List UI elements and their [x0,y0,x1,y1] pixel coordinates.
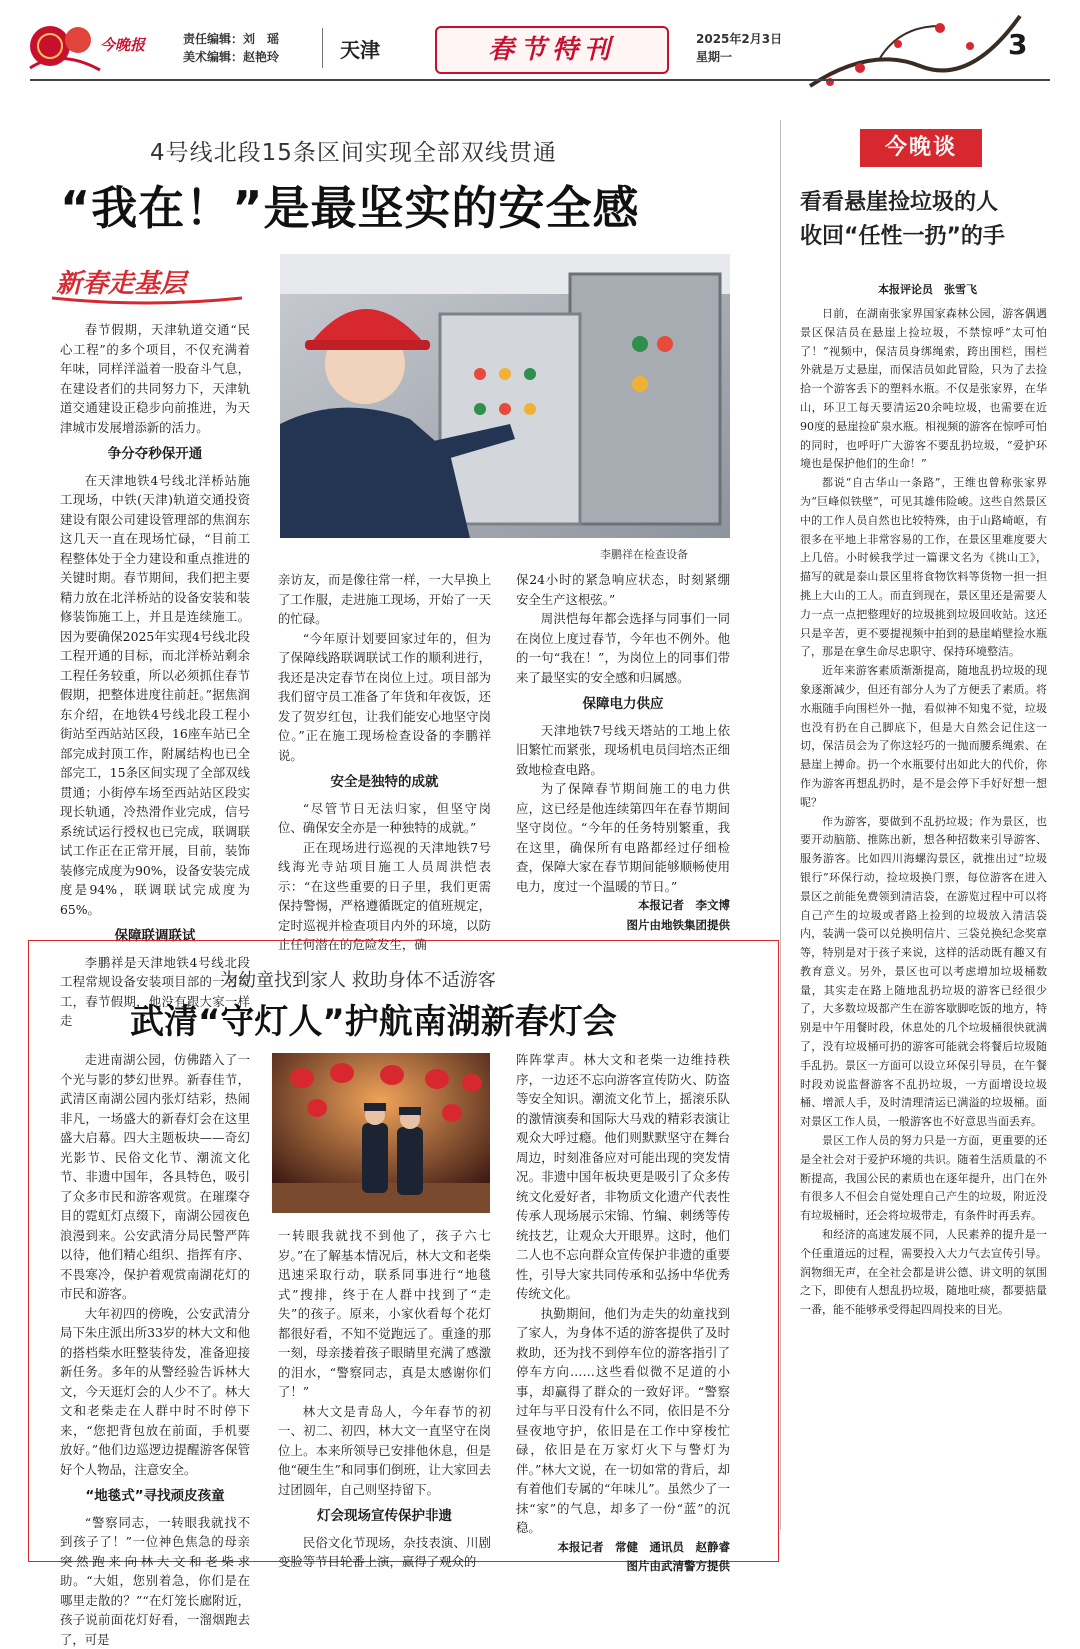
section-heading: 保障联调联试 [60,927,250,947]
worker-photo-illustration [280,254,730,538]
commentary-paragraph: 日前，在湖南张家界国家森林公园，游客偶遇景区保洁员在悬崖上捡垃圾，不禁惊呼“太可怕了！”视频中，保洁员身绑绳索，跨出围栏，围栏外就是万丈悬崖，而保洁员如此冒险，只为了去捡拾一个游客丢下的塑料水瓶。不仅是张家界，在华山，环卫工每天要清运20余吨垃圾，也需要在近90度的悬崖捡矿泉水瓶。相视频的游客在惊呼可怕的同时，也呼吁广大游客不要乱扔垃圾，“爱护环境也是保护他们的生命！” [800,305,1047,474]
section-heading: 争分夺秒保开通 [60,445,250,465]
box-story-column-3 [516,1050,730,1577]
box-subhead: 为幼童找到家人 救助身体不适游客 [220,966,496,992]
box-headline: 武清“守灯人”护航南湖新春灯会 [130,994,617,1043]
commentary-headline-line2: 收回“任性一扔”的手 [800,220,1055,254]
commentary-paragraph: 和经济的高速发展不同，人民素养的提升是一个任重道远的过程，需要投入大力气去宣传引导。润物细无声，在全社会都是讲公德、讲文明的氛围之下，即使有人想乱扔垃圾，随地吐痰，都要掂量一番，能不能够承受得起四周投来的目光。 [800,1226,1047,1320]
commentary-tag: 今晚谈 [860,129,982,167]
paragraph: 在天津地铁4号线北洋桥站施工现场，中铁(天津)轨道交通投资建设有限公司建设管理部的焦润东这几天一直在现场忙碌，“目前工程整体处于全力建设和重点推进的关键时期。春节期间，我们把主要精力放在北洋桥站的设备安装和装修装饰施工上，并且是连续施工。因为要确保2025年实现4号线北段工程开通的目标，而北洋桥站剩余工程任务较重，所以必须抓住春节假期，把整体进度往前赶。”据焦润东介绍，在地铁4号线北段工程小街站至西站站区段，16座车站已全部完成封顶工作，附属结构也已全部完工，15条区间实现了全部双线贯通；小街停车场至西站站区段实现长轨通，冷热滑作业完成，信号系统试运行授权也已完成，联调联试工作正在正常开展，目前，装饰装修完成度为90%，设备安装完成度是94%，联调联试完成度为65%。 [60,471,250,920]
newspaper-logo: 今晚报 [100,34,145,55]
section-heading: 灯会现场宣传保护非遗 [278,1507,491,1527]
main-subhead: 4号线北段15条区间实现全部双线贯通 [150,134,557,167]
section-heading: 保障电力供应 [516,695,730,715]
photo-police-at-lantern-fair [272,1053,490,1213]
paragraph: 大年初四的傍晚，公安武清分局下朱庄派出所33岁的林大文和他的搭档柴水旺整装待发，准备迎接新任务。多年的从警经验告诉林大文，今天逛灯会的人少不了。林大文和老柴走在人群中时不时停下来，“您把背包放在前面，手机要放好。”他们边巡逻边提醒游客保管好个人物品，注意安全。 [60,1304,250,1480]
commentary-body [800,305,1047,1320]
credit-line: 图片由地铁集团提供 [516,916,730,936]
paragraph: 春节假期，天津轨道交通“民心工程”的多个项目，不仅充满着年味，同样洋溢着一股奋斗气息，在建设者们的共同努力下，天津轨道交通建设正稳步向前推进，为天津城市发展增添新的活力。 [60,320,250,437]
masthead-rule [30,79,1050,81]
plum-blossom-icon [800,6,1030,101]
page-number: 3 [1008,28,1027,61]
paragraph: “尽管节日无法归家，但坚守岗位、确保安全亦是一种独特的成就。” [278,799,491,838]
commentary-paragraph: 作为游客，要做到不乱扔垃圾；作为景区，也要开动脑筋、推陈出新，想各种招数来引导游客、服务游客。比如四川海螺沟景区，就推出过“垃圾银行”环保行动，捡垃圾换门票，每位游客在进入景区之前能免费领到清洁袋，在游览过程中可以将自己产生的垃圾或者路上捡到的垃圾放入清洁袋内，装满一袋可以兑换明信片、三袋兑换纪念奖章等，特别是对于孩子来说，这样的活动既有趣又有教育意义。另外，景区也可以考虑增加垃圾桶数量，其实走在路上随地乱扔垃圾的游客已经很少了，大多数垃圾都产生在游客歇脚吃饭的地方，特别是中午用餐时段，休息处的几个垃圾桶很快就满了，没有垃圾桶可扔的游客可能就会将餐后垃圾随手乱扔。景区一方面可以设立环保引导员，在午餐时段劝说监督游客不乱扔垃圾，一方面增设垃圾桶、增派人手，及时清理清运已满溢的垃圾桶。面对景区工作人员，一般游客也不好意思当面丢弃。 [800,813,1047,1133]
commentary-paragraph: 景区工作人员的努力只是一方面，更重要的还是全社会对于爱护环境的共识。随着生活质量的不断提高，我国公民的素质也在逐年提升，出门在外有很多人不但会自觉处理自己产生的垃圾，附近没有垃圾桶时，还会将垃圾带走，有条件时再丢弃。 [800,1132,1047,1226]
column-divider [780,120,781,1530]
editors-block [183,30,279,66]
paragraph: 为了保障春节期间施工的电力供应，这已经是他连续第四年在春节期间坚守岗位。“今年的任务特别繁重，我在这里，确保所有电路都经过仔细检查，保障大家在春节期间能够顺畅使用电力，度过一个温暖的节日。” [516,779,730,896]
commentary-paragraph: 近年来游客素质渐渐提高，随地乱扔垃圾的现象逐渐减少，但还有部分人为了方便丢了素质。将水瓶随手向围栏外一抛，看似神不知鬼不觉，垃圾也没有扔在自己脚底下，但是大自然会记住这一切，保洁员会为了你这轻巧的一抛而腰系绳索、在悬崖上搏命。扔一个水瓶要付出如此大的代价，你作为游客再想乱扔时，是不是会停下手好好想一想呢？ [800,662,1047,812]
paragraph: 正在现场进行巡视的天津地铁7号线海光寺站项目施工人员周洪恺表示：“在这些重要的日子里，我们更需保持警惕，严格遵循既定的值班规定，定时巡视并检查项目内外的环境，以防止任何潜在的危险发生，确 [278,838,491,955]
column-logo-graphic [52,262,242,308]
commentary-paragraph: 都说“自古华山一条路”，王维也曾称张家界为“巨峰似铁壁”，可见其雄伟险峻。这些自然景区中的工作人员自然也比较特殊，由于山路崎岖，有很多在平地上非常容易的工作，在景区里难度要大上几倍。小时候我学过一篇课文名为《挑山工》，描写的就是泰山景区里将食物饮料等货物一担一担挑上大山的工人。而直到现在，景区里还是需要人力一点一点把整理好的垃圾挑到垃圾回收站。这还只是辛苦，更不要提视频中拍到的悬崖峭壁捡水瓶了，那是在拿生命尽忠职守、保持环境整洁。 [800,474,1047,662]
lantern-fair-photo-illustration [272,1053,490,1213]
paragraph-continued: 阵阵掌声。林大文和老柴一边维持秩序，一边还不忘向游客宣传防火、防盗等安全知识。潮流文化节上，摇滚乐队的激情演奏和国际大马戏的精彩表演让观众大呼过瘾。他们则默默坚守在舞台周边，时刻准备应对可能出现的突发情况。非遗中国年板块更是吸引了众多传统文化爱好者，非物质文化遗产代表性传承人现场展示宋锦、竹编、刺绣等传统技艺，让观众大开眼界。这时，他们二人也不忘向群众宣传保护非遗的重要性，引导大家共同传承和弘扬中华优秀传统文化。 [516,1050,730,1304]
credit-line: 图片由武清警方提供 [516,1557,730,1577]
main-story-column-1 [60,320,250,1031]
city-label: 天津 [340,34,380,63]
credit-line: 本报记者 李文博 [516,896,730,916]
paragraph: “警察同志，一转眼我就找不到孩子了！”一位神色焦急的母亲突然跑来向林大文和老柴求助。“大姐，您别着急，你们是在哪里走散的？”“在灯笼长廊附近，孩子说前面花灯好看，一溜烟跑去了，可是 [60,1513,250,1649]
box-story-column-2 [278,1226,491,1572]
section-heading: “地毯式”寻找顽皮孩童 [60,1487,250,1507]
paragraph: 天津地铁7号线天塔站的工地上依旧繁忙而紧张，现场机电员闫培杰正细致地检查电路。 [516,721,730,780]
issue-date [696,30,782,66]
commentary-headline [800,186,1055,254]
photo-caption: 李鹏祥在检查设备 [600,546,688,562]
credit-line: 本报记者 常健 通讯员 赵静睿 [516,1538,730,1558]
column-logo-text: 新春走基层 [56,269,190,299]
photo-worker-checking-equipment [280,254,730,538]
box-story-column-1 [60,1050,250,1649]
paragraph-continued: 保24小时的紧急响应状态，时刻紧绷安全生产这根弦。” [516,570,730,609]
paragraph: 李鹏祥是天津地铁4号线北段工程常规设备安装项目部的一名员工，春节假期，他没有跟大家一样走 [60,953,250,1031]
paragraph: 执勤期间，他们为走失的幼童找到了家人，为身体不适的游客提供了及时救助，还为找不到停车位的游客指引了停车方向……这些看似微不足道的小事，却赢得了群众的一致好评。“警察过年与平日没有什么不同，依旧是不分昼夜地守护，依旧是在工作中穿梭忙碌，依旧是在万家灯火下与警灯为伴。”林大文说，在一切如常的背后，却有着他们专属的“年味儿”。虽然少了一抹“家”的气息，却多了一份“蓝”的沉稳。 [516,1304,730,1538]
weekday-text: 星期一 [696,48,782,66]
paragraph: 走进南湖公园，仿佛踏入了一个光与影的梦幻世界。新春佳节，武清区南湖公园内张灯结彩，热闹非凡，一场盛大的新春灯会在这里盛大启幕。四大主题板块——奇幻光影节、民俗文化节、潮流文化节、非遗中国年，各具特色，吸引了众多市民和游客观赏。在璀璨夺目的霓虹灯点缀下，南湖公园夜色浪漫到来。公安武清分局民警严阵以待，他们精心组织、指挥有序、不畏寒冷，保护着观赏南湖花灯的市民和游客。 [60,1050,250,1304]
art-editor: 美术编辑：赵艳玲 [183,48,279,66]
paragraph-continued: 一转眼我就找不到他了，孩子六七岁。”在了解基本情况后，林大文和老柴迅速采取行动，联系同事进行“地毯式”搜排，终于在人群中找到了“走失”的孩子。原来，小家伙看每个花灯都很好看，不知不觉跑远了。重逢的那一刻，母亲搂着孩子眼睛里充满了感激的泪水，“警察同志，真是太感谢你们了！” [278,1226,491,1402]
column-logo [52,262,242,308]
paragraph: 林大文是青岛人，今年春节的初一、初二、初四，林大文一直坚守在岗位上。本来所领导已安排他休息，但是他“硬生生”和同事们倒班，让大家回去过团圆年，自己则坚持留下。 [278,1402,491,1500]
main-story-column-2 [278,570,491,955]
divider [322,28,323,68]
paragraph: 周洪恺每年都会选择与同事们一同在岗位上度过春节，今年也不例外。他的一句“我在！”，为岗位上的同事们带来了最坚实的安全感和归属感。 [516,609,730,687]
date-text: 2025年2月3日 [696,30,782,48]
main-story-column-3 [516,570,730,935]
paragraph-continued: 亲访友，而是像往常一样，一大早换上了工作服，走进施工现场，开始了一天的忙碌。 [278,570,491,629]
paragraph: “今年原计划要回家过年的，但为了保障线路联调联试工作的顺利进行，我还是决定春节在岗位上过。项目部为我们留守员工准备了年货和年夜饭，还发了贺岁红包，让我们能安心地坚守岗位。”正在施工现场检查设备的李鹏祥说。 [278,629,491,766]
lantern-icon [20,8,110,78]
responsible-editor: 责任编辑：刘 瑶 [183,30,279,48]
paragraph: 民俗文化节现场，杂技表演、川剧变脸等节目轮番上演，赢得了观众的 [278,1533,491,1572]
section-heading: 安全是独特的成就 [278,773,491,793]
main-headline: “我在！”是最坚实的安全感 [60,172,639,238]
commentary-headline-line1: 看看悬崖捡垃圾的人 [800,186,1055,220]
masthead [0,0,1080,100]
special-edition-title: 春节特刊 [435,26,669,74]
commentary-byline: 本报评论员 张雪飞 [800,281,1055,297]
